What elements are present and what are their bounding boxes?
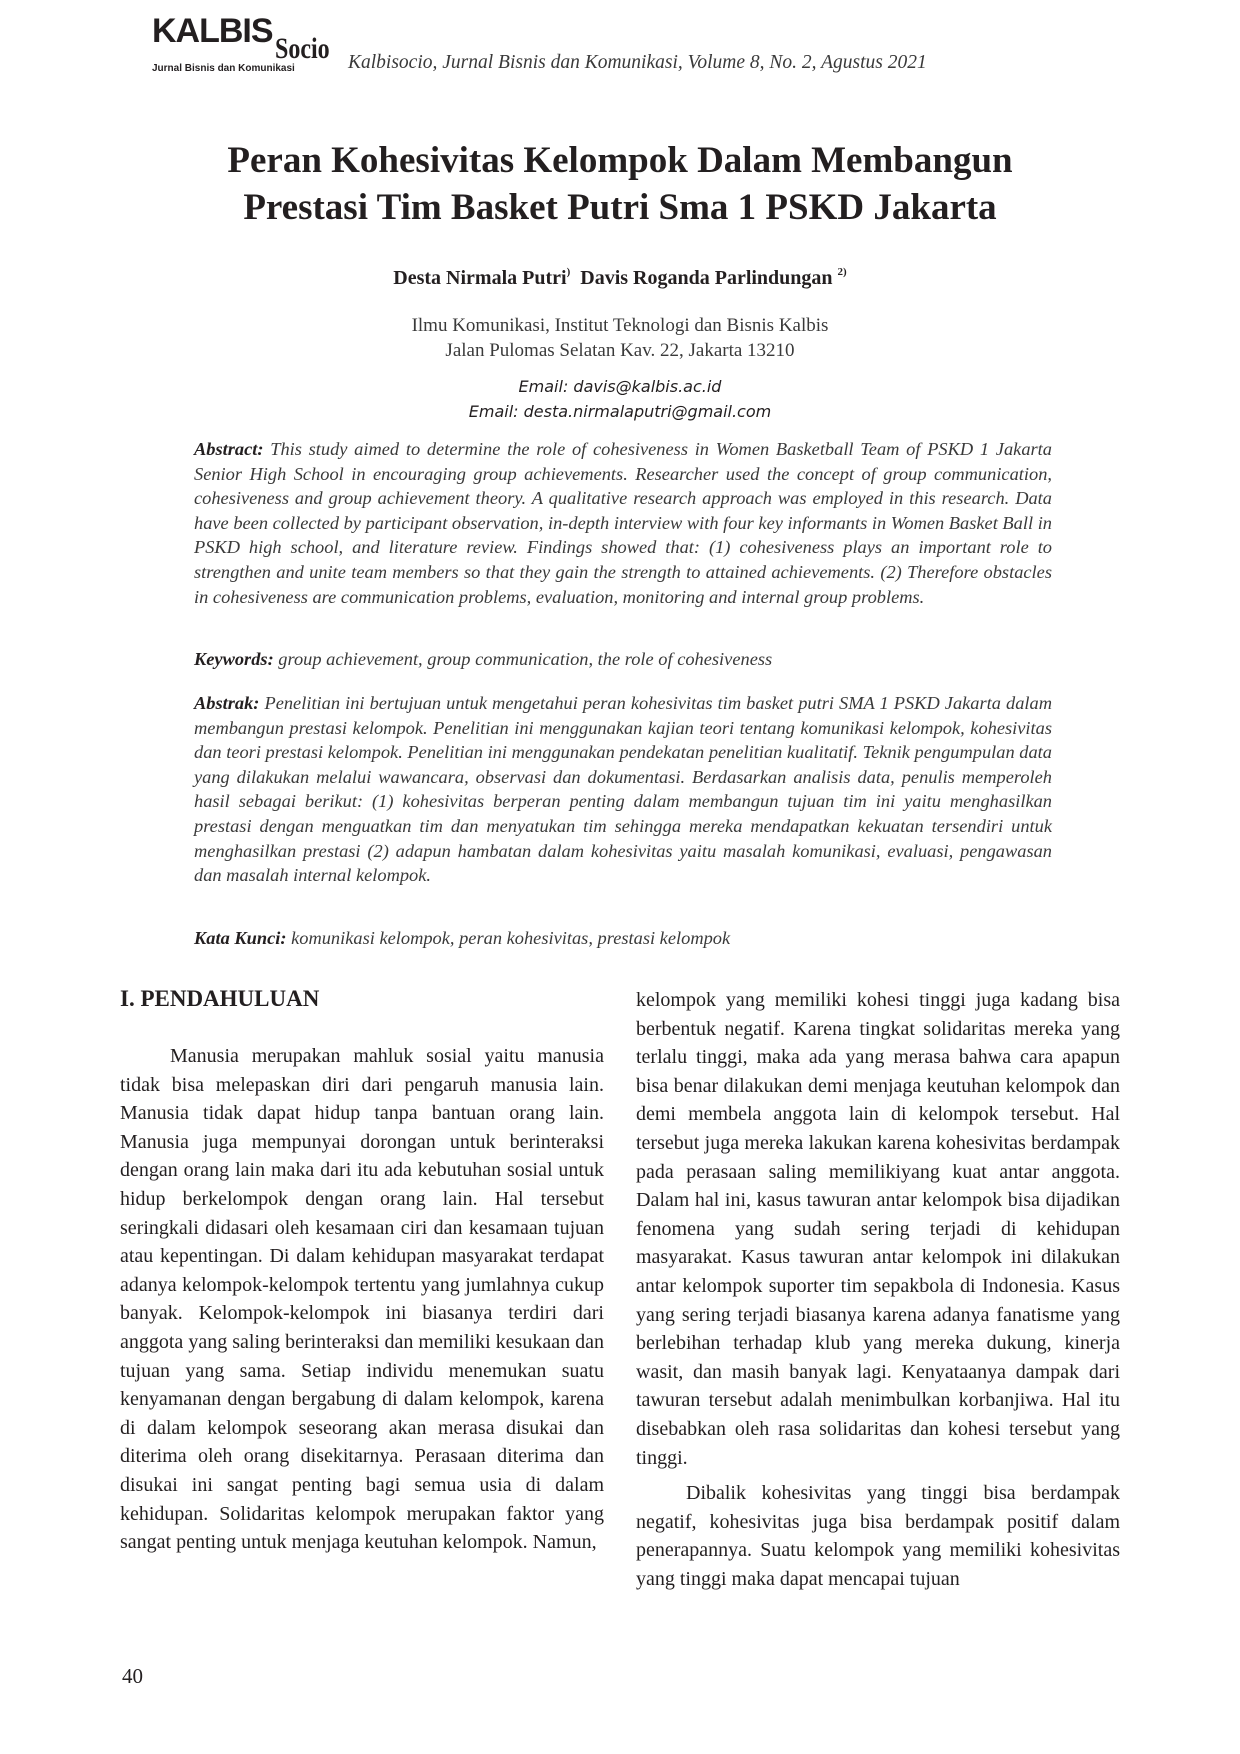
- paper-title-line-1: Peran Kohesivitas Kelompok Dalam Membangun: [227, 140, 1013, 181]
- body-paragraph: kelompok yang memiliki kohesi tinggi juga kadang bisa berbentuk negatif. Karena tingkat solidaritas mereka yang terlalu tinggi, maka ada yang merasa bahwa cara apapun bisa benar dilakukan demi menjaga keutuhan kelompok dan demi membela anggota lain di kelompok tersebut. Hal tersebut juga mereka lakukan karena kohesivitas berdampak pada perasaan saling memilikiyang kuat antar anggota. Dalam hal ini, kasus tawuran antar kelompok bisa dijadikan fenomena yang sudah sering terjadi di kehidupan masyarakat. Kasus tawuran antar kelompok ini dilakukan antar kelompok suporter tim sepakbola di Indonesia. Kasus yang sering terjadi biasanya karena adanya fanatisme yang berlebihan terhadap klub yang mereka dukung, kinerja wasit, dan masih banyak lagi. Kenyataanya dampak dari tawuran tersebut adalah menimbulkan korbanjiwa. Hal itu disebabkan oleh rasa solidaritas dan kohesi tersebut yang tinggi.: [636, 989, 1120, 1469]
- abstrak-label: Abstrak:: [194, 693, 260, 713]
- logo-subtitle: Jurnal Bisnis dan Komunikasi: [152, 63, 295, 74]
- keywords: [194, 647, 1052, 672]
- affiliation-line-1: Ilmu Komunikasi, Institut Teknologi dan Bisnis Kalbis: [411, 315, 829, 336]
- keywords-text: group achievement, group communication, the role of cohesiveness: [278, 649, 773, 669]
- paper-title-line-2: Prestasi Tim Basket Putri Sma 1 PSKD Jakarta: [243, 187, 997, 228]
- abstract-english: [194, 437, 1052, 609]
- body-column-right: [636, 986, 1120, 1593]
- body-paragraph: Dibalik kohesivitas yang tinggi bisa berdampak negatif, kohesivitas juga bisa berdampak positif dalam penerapannya. Suatu kelompok yang memiliki kohesivitas yang tinggi maka dapat mencapai tujuan: [636, 1482, 1120, 1590]
- body-column-left: [120, 1042, 604, 1557]
- affiliation-line-2: Jalan Pulomas Selatan Kav. 22, Jakarta 13210: [445, 339, 795, 361]
- email-1: Email: davis@kalbis.ac.id: [518, 377, 722, 396]
- author-1-mark: ): [566, 266, 571, 278]
- logo-kalbis-text: KALBIS: [152, 12, 273, 50]
- abstrak-text: Penelitian ini bertujuan untuk mengetahui peran kohesivitas tim basket putri SMA 1 PSKD Jakarta dalam membangun prestasi kelompok. Penelitian ini menggunakan kajian teori tentang komunikasi kelompok, kohesivitas dan teori prestasi kelompok. Penelitian ini menggunakan pendekatan penelitian kualitatif. Teknik pengumpulan data yang dilakukan melalui wawancara, observasi dan dokumentasi. Berdasarkan analisis data, penulis memperoleh hasil sebagai berikut: (1) kohesivitas berperan penting dalam membangun tujuan tim ini yaitu menghasilkan prestasi dengan menguatkan tim dan menyatukan tim sehingga mereka mendapatkan kekuatan tersendiri untuk menghasilkan prestasi (2) adapun hambatan dalam kohesivitas yaitu masalah komunikasi, evaluasi, pengawasan dan masalah internal kelompok.: [194, 693, 1052, 886]
- body-paragraph: Manusia merupakan mahluk sosial yaitu manusia tidak bisa melepaskan diri dari pengaruh manusia lain. Manusia tidak dapat hidup tanpa bantuan orang lain. Manusia juga mempunyai dorongan untuk berinteraksi dengan orang lain maka dari itu ada kebutuhan sosial untuk hidup berkelompok dengan orang lain. Hal tersebut seringkali didasari oleh kesamaan ciri dan kesamaan tujuan atau kepentingan. Di dalam kehidupan masyarakat terdapat adanya kelompok-kelompok tertentu yang jumlahnya cukup banyak. Kelompok-kelompok ini biasanya terdiri dari anggota yang saling berinteraksi dan memiliki kesukaan dan tujuan yang sama. Setiap individu menemukan suatu kenyamanan dengan bergabung di dalam kelompok, karena di dalam kelompok seseorang akan merasa disukai dan diterima oleh orang disekitarnya. Perasaan diterima dan disukai ini sangat penting bagi semua usia di dalam kehidupan. Solidaritas kelompok merupakan faktor yang sangat penting untuk menjaga keutuhan kelompok. Namun,: [120, 1045, 604, 1554]
- kata-kunci: [194, 926, 1052, 951]
- author-1: Desta Nirmala Putri: [393, 267, 567, 289]
- abstract-indonesian: [194, 691, 1052, 888]
- logo-socio-text: Socio: [275, 32, 330, 65]
- email-2: Email: desta.nirmalaputri@gmail.com: [468, 402, 772, 421]
- abstract-text: This study aimed to determine the role of cohesiveness in Women Basketball Team of PSKD 1 Jakarta Senior High School in encouraging group achievements. Researcher used the concept of group communication, cohesiveness and group achievement theory. A qualitative research approach was employed in this research. Data have been collected by participant observation, in-depth interview with four key informants in Women Basket Ball in PSKD high school, and literature review. Findings showed that: (1) cohesiveness plays an important role to strengthen and unite team members so that they gain the strength to attained achievements. (2) Therefore obstacles in cohesiveness are communication problems, evaluation, monitoring and internal group problems.: [194, 439, 1052, 607]
- abstract-label: Abstract:: [194, 439, 264, 459]
- paper-title: [130, 137, 1110, 231]
- keywords-label: Keywords:: [194, 649, 274, 669]
- section-heading: I. PENDAHULUAN: [120, 986, 320, 1011]
- email-block: [130, 374, 1110, 424]
- running-head: Kalbisocio, Jurnal Bisnis dan Komunikasi, Volume 8, No. 2, Agustus 2021: [348, 52, 927, 73]
- kata-kunci-label: Kata Kunci:: [194, 928, 287, 948]
- author-2-mark: 2): [837, 266, 847, 278]
- page-number: 40: [122, 1664, 143, 1688]
- journal-logo: [152, 10, 328, 80]
- kata-kunci-text: komunikasi kelompok, peran kohesivitas, prestasi kelompok: [291, 928, 731, 948]
- author-2: Davis Roganda Parlindungan: [580, 267, 833, 289]
- affiliation: [130, 314, 1110, 363]
- author-list: [130, 259, 1110, 291]
